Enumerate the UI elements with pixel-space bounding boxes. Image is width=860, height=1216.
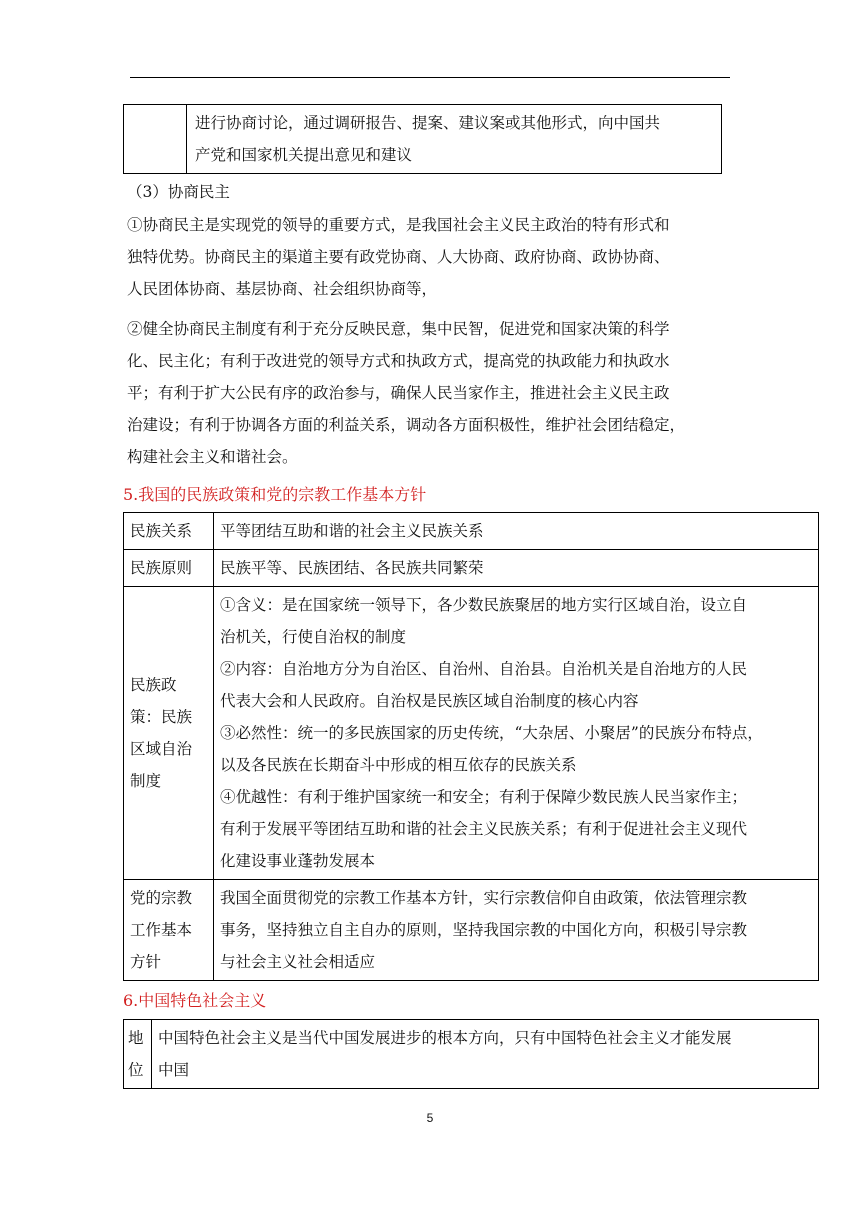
row-value [152,1020,819,1089]
text-line: ②内容：自治地方分为自治区、自治州、自治县。自治机关是自治地方的人民 [220,660,748,678]
text-line: 党的宗教 [130,889,193,907]
text-line: 我国全面贯彻党的宗教工作基本方针，实行宗教信仰自由政策，依法管理宗教 [220,889,748,907]
row-value [214,513,819,550]
row-value [214,587,819,880]
section-3-title: （3）协商民主 [127,183,230,201]
ethnic-policy-table [123,512,819,981]
text-line: 策：民族 [130,708,193,726]
table-row [124,513,819,550]
top-table [123,104,722,174]
table-value-cell [187,105,722,174]
text-line: 治建设；有利于协调各方面的利益关系，调动各方面积极性，维护社会团结稳定， [127,416,686,434]
text-line: 平等团结互助和谐的社会主义民族关系 [220,522,484,540]
text-line: 代表大会和人民政府。自治权是民族区域自治制度的核心内容 [220,692,639,710]
text-line: 以及各民族在长期奋斗中形成的相互依存的民族关系 [220,756,577,774]
text-line: 平；有利于扩大公民有序的政治参与，确保人民当家作主，推进社会主义民主政 [127,384,670,402]
text-line: 地 [128,1029,144,1047]
text-line: ③必然性：统一的多民族国家的历史传统，“大杂居、小聚居”的民族分布特点， [220,724,763,742]
text-line: 产党和国家机关提出意见和建议 [195,146,413,164]
table-row [124,587,819,880]
text-line: 方针 [130,953,162,971]
row-key [124,1020,152,1089]
text-line: 民族关系 [130,522,193,540]
text-line: 中国特色社会主义是当代中国发展进步的根本方向，只有中国特色社会主义才能发展 [158,1029,732,1047]
row-key [124,587,214,880]
row-key [124,880,214,981]
section-6-heading: 6.中国特色社会主义 [123,991,267,1010]
table-row [124,1020,819,1089]
text-line: 位 [128,1061,144,1079]
page-number: 5 [426,1111,434,1125]
text-line: 区域自治 [130,740,193,758]
text-line: ①含义：是在国家统一领导下，各少数民族聚居的地方实行区域自治，设立自 [220,596,748,614]
text-line: ②健全协商民主制度有利于充分反映民意，集中民智，促进党和国家决策的科学 [127,320,670,338]
text-line: 民族平等、民族团结、各民族共同繁荣 [220,559,484,577]
text-line: 独特优势。协商民主的渠道主要有政党协商、人大协商、政府协商、政协协商、 [127,248,670,266]
table-key-cell [124,105,187,174]
table-row [124,105,722,174]
text-line: 进行协商讨论，通过调研报告、提案、建议案或其他形式，向中国共 [195,114,661,132]
row-key [124,550,214,587]
text-line: 工作基本 [130,921,193,939]
text-line: 事务，坚持独立自主自办的原则，坚持我国宗教的中国化方向，积极引导宗教 [220,921,748,939]
text-line: 与社会主义社会相适应 [220,953,376,971]
socialism-table [123,1019,819,1089]
row-value [214,880,819,981]
text-line: 民族原则 [130,559,193,577]
text-line: 化建设事业蓬勃发展本 [220,852,376,870]
header-rule [130,77,730,78]
row-value [214,550,819,587]
text-line: 治机关，行使自治权的制度 [220,628,407,646]
text-line: 民族政 [130,676,177,694]
text-line: 化、民主化；有利于改进党的领导方式和执政方式，提高党的执政能力和执政水 [127,352,670,370]
table-row [124,880,819,981]
table-row [124,550,819,587]
text-line: ①协商民主是实现党的领导的重要方式，是我国社会主义民主政治的特有形式和 [127,216,670,234]
text-line: 有利于发展平等团结互助和谐的社会主义民族关系；有利于促进社会主义现代 [220,820,748,838]
text-line: ④优越性：有利于维护国家统一和安全；有利于保障少数民族人民当家作主； [220,788,748,806]
row-key [124,513,214,550]
section-3-paragraph-2 [127,313,731,473]
text-line: 人民团体协商、基层协商、社会组织协商等， [127,280,438,298]
text-line: 构建社会主义和谐社会。 [127,448,298,466]
text-line: 制度 [130,772,162,790]
section-5-heading: 5.我国的民族政策和党的宗教工作基本方针 [123,485,427,504]
text-line: 中国 [158,1061,190,1079]
section-3-paragraph-1 [127,209,731,305]
